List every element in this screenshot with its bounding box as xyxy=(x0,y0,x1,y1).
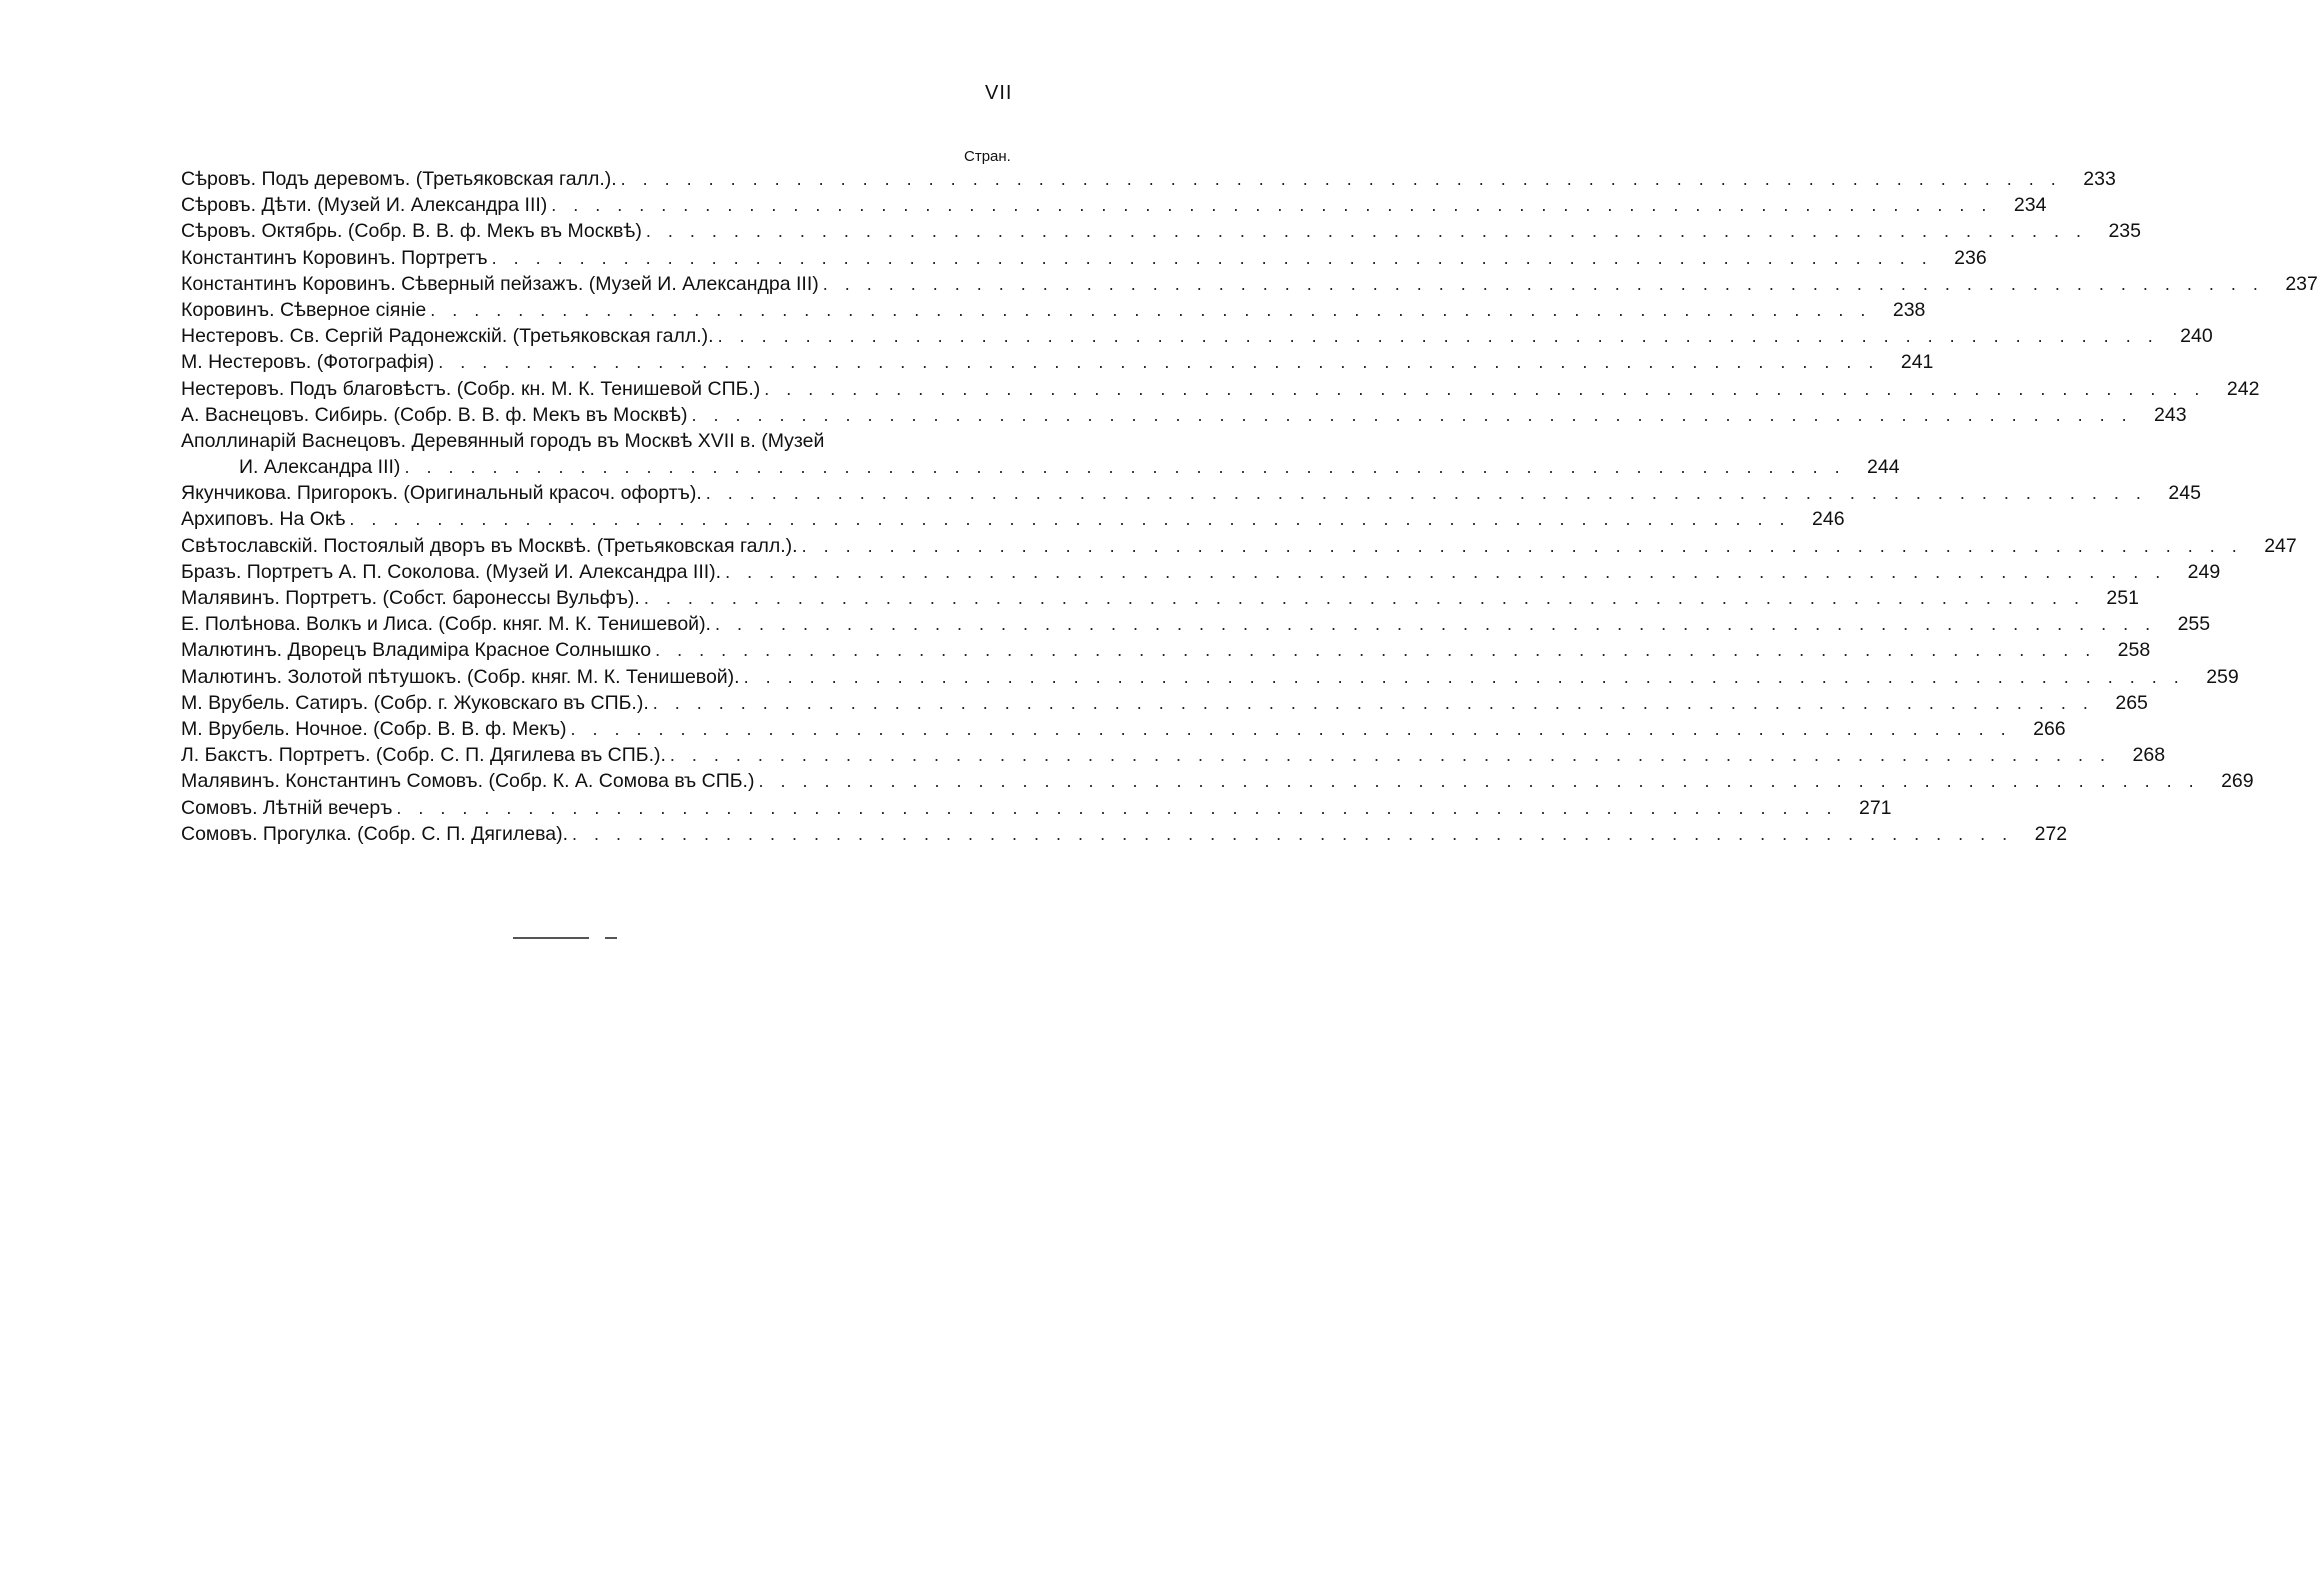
toc-entry-title: М. Врубель. Ночное. (Собр. В. В. ф. Мекъ) xyxy=(181,717,567,740)
toc-entry-title: Свѣтославскій. Постоялый дворъ въ Москвѣ. (Третьяковская галл.). xyxy=(181,534,798,557)
leader-dots: . . . . . . . . . . . . . . . . . . . . . . . . . . . . . . . . . . . . . . . . . . . . . . . . . . . . . . . . . . . . . . . . . . xyxy=(645,221,2087,242)
leader-dots: . . . . . . . . . . . . . . . . . . . . . . . . . . . . . . . . . . . . . . . . . . . . . . . . . . . . . . . . . . . . . . . . . . xyxy=(652,692,2094,713)
ornament-rule xyxy=(605,937,617,939)
toc-entry-title: Малявинъ. Константинъ Сомовъ. (Собр. К. А. Сомова въ СПБ.) xyxy=(181,770,755,793)
toc-entry-page: 265 xyxy=(2115,691,2148,714)
toc-entry xyxy=(181,768,2254,794)
toc-entry-title: Нестеровъ. Св. Сергій Радонежскій. (Третьяковская галл.). xyxy=(181,325,714,348)
toc-entry-page: 249 xyxy=(2187,560,2221,583)
leader-dots: . . . . . . . . . . . . . . . . . . . . . . . . . . . . . . . . . . . . . . . . . . . . . . . . . . . . . . . . . . . . . . . . . . xyxy=(725,561,2167,582)
toc-entry xyxy=(181,271,2318,297)
toc-entry xyxy=(181,611,2211,637)
leader-dots: . . . . . . . . . . . . . . . . . . . . . . . . . . . . . . . . . . . . . . . . . . . . . . . . . . . . . . . . . . . . . . . . . . xyxy=(620,169,2062,189)
leader-dots: . . . . . . . . . . . . . . . . . . . . . . . . . . . . . . . . . . . . . . . . . . . . . . . . . . . . . . . . . . . . . . . . . . xyxy=(572,823,2014,844)
toc-entry-title: М. Врубель. Сатиръ. (Собр. г. Жуковскаго въ СПБ.). xyxy=(181,691,649,714)
toc-entry-page: 269 xyxy=(2221,770,2254,793)
leader-dots: . . . . . . . . . . . . . . . . . . . . . . . . . . . . . . . . . . . . . . . . . . . . . . . . . . . . . . . . . . . . . . . . . . xyxy=(570,718,2012,739)
table-of-contents xyxy=(181,166,2318,847)
toc-entry-title: И. Александра III) xyxy=(239,456,401,479)
leader-dots: . . . . . . . . . . . . . . . . . . . . . . . . . . . . . . . . . . . . . . . . . . . . . . . . . . . . . . . . . . . . . . . . . . xyxy=(714,614,2157,635)
toc-entry-page: 234 xyxy=(2013,194,2047,217)
leader-dots: . . . . . . . . . . . . . . . . . . . . . . . . . . . . . . . . . . . . . . . . . . . . . . . . . . . . . . . . . . . . . . . . . . xyxy=(669,745,2112,766)
leader-dots: . . . . . . . . . . . . . . . . . . . . . . . . . . . . . . . . . . . . . . . . . . . . . . . . . . . . . . . . . . . . . . . . . . xyxy=(743,666,2185,687)
toc-entries-bottom xyxy=(181,480,2297,847)
toc-entry-page: 266 xyxy=(2033,717,2066,740)
leader-dots: . . . . . . . . . . . . . . . . . . . . . . . . . . . . . . . . . . . . . . . . . . . . . . . . . . . . . . . . . . . . . . . . . . xyxy=(551,195,1993,216)
toc-entry-page: 268 xyxy=(2132,744,2166,767)
toc-entry-title: Константинъ Коровинъ. Сѣверный пейзажъ. (Музей И. Александра III) xyxy=(181,272,819,295)
toc-entry xyxy=(181,637,2151,663)
toc-entry xyxy=(181,218,2141,244)
leader-dots: . . . . . . . . . . . . . . . . . . . . . . . . . . . . . . . . . . . . . . . . . . . . . . . . . . . . . . . . . . . . . . . . . . xyxy=(717,326,2159,347)
toc-entry xyxy=(181,376,2260,402)
toc-entry-title: Л. Бакстъ. Портретъ. (Собр. С. П. Дягилева въ СПБ.). xyxy=(181,744,666,767)
leader-dots: . . . . . . . . . . . . . . . . . . . . . . . . . . . . . . . . . . . . . . . . . . . . . . . . . . . . . . . . . . . . . . . . . . xyxy=(822,273,2264,294)
page-number: VII xyxy=(985,82,1013,104)
toc-entry xyxy=(181,506,1845,532)
leader-dots: . . . . . . . . . . . . . . . . . . . . . . . . . . . . . . . . . . . . . . . . . . . . . . . . . . . . . . . . . . . . . . . . . . xyxy=(491,247,1933,268)
toc-entry xyxy=(181,402,2187,428)
toc-entry xyxy=(181,716,2066,742)
toc-entry-title: Малютинъ. Золотой пѣтушокъ. (Собр. княг. М. К. Тенишевой). xyxy=(181,665,740,688)
toc-entry-page: 272 xyxy=(2034,822,2068,845)
toc-entry-page: 242 xyxy=(2226,377,2260,400)
toc-entry-page: 237 xyxy=(2285,272,2318,295)
toc-entry-page: 240 xyxy=(2180,325,2213,348)
toc-entry xyxy=(181,821,2068,847)
toc-entry-title: А. Васнецовъ. Сибирь. (Собр. В. В. ф. Мекъ въ Москвѣ) xyxy=(181,403,688,426)
toc-entry-title: Коровинъ. Сѣверное сіяніе xyxy=(181,298,427,321)
toc-entry xyxy=(181,795,1892,821)
toc-entry xyxy=(181,559,2221,585)
end-ornament xyxy=(513,936,619,940)
leader-dots: . . . . . . . . . . . . . . . . . . . . . . . . . . . . . . . . . . . . . . . . . . . . . . . . . . . . . . . . . . . . . . . . . . xyxy=(691,404,2133,425)
toc-entry xyxy=(181,533,2297,559)
toc-entry-title: Нестеровъ. Подъ благовѣстъ. (Собр. кн. М. К. Тенишевой СПБ.) xyxy=(181,377,761,400)
leader-dots: . . . . . . . . . . . . . . . . . . . . . . . . . . . . . . . . . . . . . . . . . . . . . . . . . . . . . . . . . . . . . . . . . . xyxy=(764,378,2206,399)
toc-entry-title: Сѣровъ. Октябрь. (Собр. В. В. ф. Мекъ въ Москвѣ) xyxy=(181,220,642,243)
toc-entry xyxy=(181,245,1987,271)
toc-entry-page: 241 xyxy=(1900,351,1934,374)
toc-entry xyxy=(181,742,2166,768)
toc-entry-page: 271 xyxy=(1858,796,1892,819)
leader-dots: . . . . . . . . . . . . . . . . . . . . . . . . . . . . . . . . . . . . . . . . . . . . . . . . . . . . . . . . . . . . . . . . . . xyxy=(801,535,2243,556)
toc-entry-page: 236 xyxy=(1954,246,1987,269)
toc-entry-title: Якунчикова. Пригорокъ. (Оригинальный красоч. офортъ). xyxy=(181,482,702,505)
toc-entry-title: Бразъ. Портретъ А. П. Соколова. (Музей И. Александра III). xyxy=(181,560,722,583)
toc-entry xyxy=(181,480,2201,506)
toc-entry-title: Сомовъ. Лѣтній вечеръ xyxy=(181,796,393,819)
leader-dots: . . . . . . . . . . . . . . . . . . . . . . . . . . . . . . . . . . . . . . . . . . . . . . . . . . . . . . . . . . . . . . . . . . xyxy=(430,299,1872,320)
page-column-header: Стран. xyxy=(964,148,1011,165)
toc-entry-page: 251 xyxy=(2106,587,2139,609)
toc-entry-page: 238 xyxy=(1892,298,1926,321)
toc-entry-title: Константинъ Коровинъ. Портретъ xyxy=(181,246,488,269)
toc-entry xyxy=(181,690,2148,716)
ornament-rule xyxy=(513,937,589,939)
toc-entry-title: Сомовъ. Прогулка. (Собр. С. П. Дягилева). xyxy=(181,822,569,845)
toc-entry xyxy=(181,166,2116,192)
toc-entry xyxy=(181,192,2047,218)
toc-entry-title: М. Нестеровъ. (Фотографія) xyxy=(181,351,435,374)
toc-entry-page: 247 xyxy=(2264,534,2297,557)
toc-entry-title: Сѣровъ. Подъ деревомъ. (Третьяковская галл.). xyxy=(181,168,617,190)
toc-entry-title: Малявинъ. Портретъ. (Собст. баронессы Вульфъ). xyxy=(181,587,640,609)
toc-entry-page: 259 xyxy=(2206,665,2239,688)
leader-dots: . . . . . . . . . . . . . . . . . . . . . . . . . . . . . . . . . . . . . . . . . . . . . . . . . . . . . . . . . . . . . . . . . . xyxy=(655,640,2097,661)
toc-entry-first-line: Аполлинарій Васнецовъ. Деревянный городъ въ Москвѣ XVII в. (Музей xyxy=(181,429,825,452)
leader-dots: . . . . . . . . . . . . . . . . . . . . . . . . . . . . . . . . . . . . . . . . . . . . . . . . . . . . . . . . . . . . . . . . . . xyxy=(705,483,2147,504)
toc-entry-page: 244 xyxy=(1867,456,1900,479)
toc-entry-page: 255 xyxy=(2177,613,2211,636)
toc-entry xyxy=(181,585,2139,611)
toc-entry xyxy=(181,454,1900,480)
toc-entry-page: 258 xyxy=(2117,639,2151,662)
toc-entry-title: Архиповъ. На Окѣ xyxy=(181,508,346,531)
leader-dots: . . . . . . . . . . . . . . . . . . . . . . . . . . . . . . . . . . . . . . . . . . . . . . . . . . . . . . . . . . . . . . . . . . xyxy=(396,797,1838,818)
toc-entries-top xyxy=(181,166,2318,428)
leader-dots: . . . . . . . . . . . . . . . . . . . . . . . . . . . . . . . . . . . . . . . . . . . . . . . . . . . . . . . . . . . . . . . . . . xyxy=(404,457,1846,478)
leader-dots: . . . . . . . . . . . . . . . . . . . . . . . . . . . . . . . . . . . . . . . . . . . . . . . . . . . . . . . . . . . . . . . . . . xyxy=(758,771,2200,792)
toc-entry-title: Малютинъ. Дворецъ Владиміра Красное Солнышко xyxy=(181,639,652,662)
toc-entry-page: 243 xyxy=(2154,403,2187,426)
leader-dots: . . . . . . . . . . . . . . . . . . . . . . . . . . . . . . . . . . . . . . . . . . . . . . . . . . . . . . . . . . . . . . . . . . xyxy=(643,588,2085,608)
toc-entry xyxy=(181,664,2239,690)
toc-entry xyxy=(181,297,1926,323)
toc-entry-title: Сѣровъ. Дѣти. (Музей И. Александра III) xyxy=(181,194,548,217)
toc-entry-title: Е. Полѣнова. Волкъ и Лиса. (Собр. княг. М. К. Тенишевой). xyxy=(181,613,711,636)
toc-entry xyxy=(181,323,2213,349)
toc-entry-page: 245 xyxy=(2168,482,2201,505)
toc-entry-page: 246 xyxy=(1812,508,1845,531)
toc-entry xyxy=(181,349,1934,375)
leader-dots: . . . . . . . . . . . . . . . . . . . . . . . . . . . . . . . . . . . . . . . . . . . . . . . . . . . . . . . . . . . . . . . . . . xyxy=(349,509,1791,530)
leader-dots: . . . . . . . . . . . . . . . . . . . . . . . . . . . . . . . . . . . . . . . . . . . . . . . . . . . . . . . . . . . . . . . . . . xyxy=(438,352,1880,373)
toc-entry-page: 233 xyxy=(2083,168,2116,190)
toc-entry-page: 235 xyxy=(2108,220,2141,243)
